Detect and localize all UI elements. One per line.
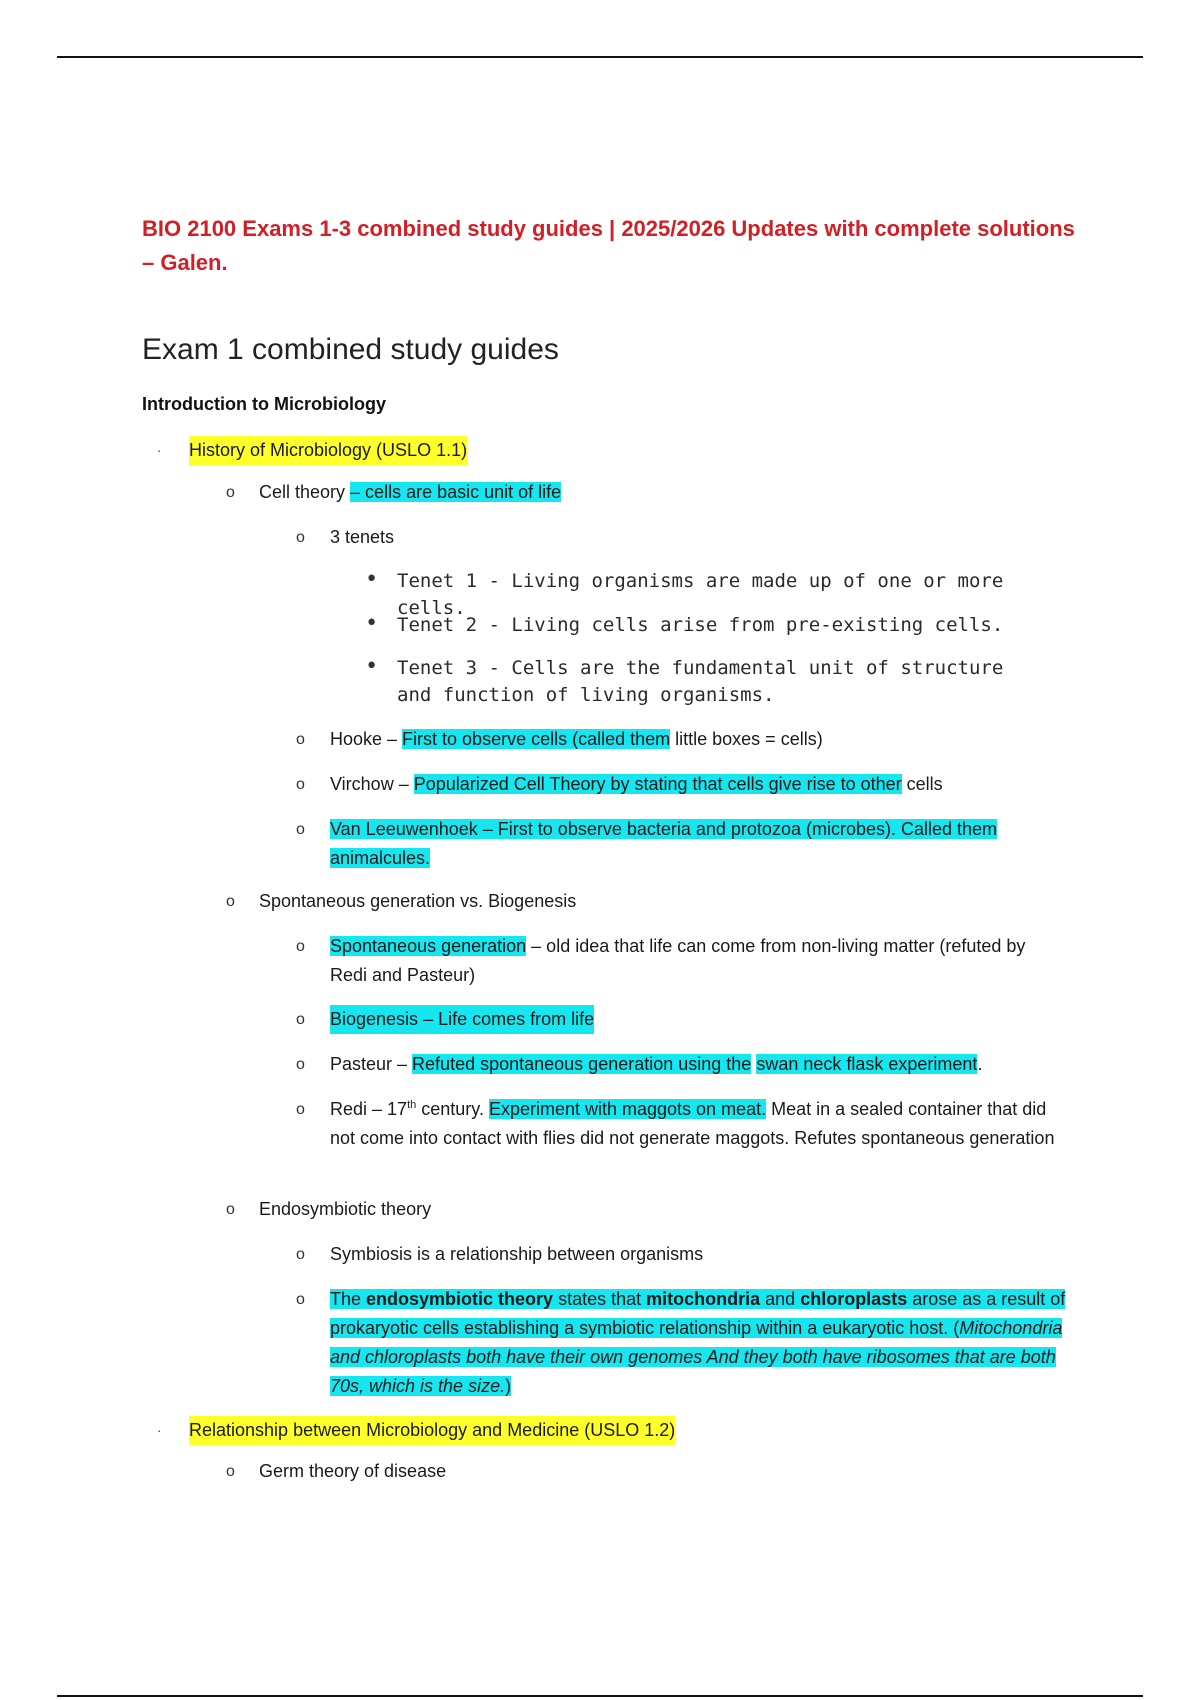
- virchow-rest: cells: [901, 774, 943, 794]
- pasteur-highlight-1: Refuted spontaneous generation using the: [412, 1054, 752, 1074]
- hooke-label: Hooke –: [330, 729, 403, 749]
- redi-rest: Meat in a sealed container that did not come into contact with flies did not generate maggots. Refutes spontaneous generation: [330, 1099, 1055, 1148]
- bullet-circle: o: [226, 893, 235, 910]
- bullet-dot: ·: [157, 443, 162, 458]
- endo-term: endosymbiotic theory: [366, 1289, 554, 1309]
- medicine-heading: Relationship between Microbiology and Medicine (USLO 1.2): [189, 1416, 675, 1445]
- sg-term: Spontaneous generation: [330, 936, 527, 956]
- bullet-circle: o: [296, 1291, 305, 1308]
- virchow-highlight: Popularized Cell Theory by stating that cells give rise to other: [413, 774, 902, 794]
- bullet-circle: o: [226, 1201, 235, 1218]
- bullet-circle: o: [226, 484, 235, 501]
- tenet-item-2: [365, 612, 1065, 639]
- bullet-circle: o: [296, 1011, 305, 1028]
- symbiosis-text: Symbiosis is a relationship between organisms: [330, 1244, 704, 1264]
- redi-mid: century.: [416, 1099, 489, 1119]
- bullet-circle: o: [296, 731, 305, 748]
- tenet-text: Tenet 3 - Cells are the fundamental unit of structure and function of living organisms.: [397, 657, 1004, 706]
- bullet-disc: •: [365, 567, 379, 592]
- cell-theory-definition: – cells are basic unit of life: [350, 482, 562, 502]
- endo-chloroplasts: chloroplasts: [800, 1289, 908, 1309]
- subheading: Introduction to Microbiology: [142, 394, 386, 414]
- bullet-circle: o: [296, 529, 305, 546]
- bullet-disc: •: [365, 611, 379, 636]
- biogenesis-term: Biogenesis: [330, 1009, 419, 1029]
- pasteur-end: .: [977, 1054, 983, 1074]
- bullet-circle: o: [296, 821, 305, 838]
- bullet-dot: ·: [157, 1423, 162, 1438]
- germ-theory-label: Germ theory of disease: [259, 1461, 447, 1481]
- endo-text-8: prokaryotic cells establishing a symbiotic relationship within a eukaryotic host. (: [330, 1318, 960, 1338]
- sg-definition: – old idea that life can come from non-living matter (refuted by Redi and Pasteur): [330, 936, 1026, 985]
- endo-mitochondria: mitochondria: [646, 1289, 761, 1309]
- tenet-text: Tenet 1 - Living organisms are made up of one or more cells.: [397, 570, 1004, 619]
- tenet-text: Tenet 2 - Living cells arise from pre-existing cells.: [397, 614, 1004, 636]
- endo-text-7: arose as a result of: [907, 1289, 1066, 1309]
- hooke-rest: little boxes = cells): [670, 729, 823, 749]
- bullet-circle: o: [296, 1246, 305, 1263]
- section-heading: Exam 1 combined study guides: [142, 333, 559, 366]
- cell-theory-label: Cell theory: [259, 482, 351, 502]
- leeuwenhoek-text: Van Leeuwenhoek – First to observe bacteria and protozoa (microbes). Called them animalcules.: [330, 819, 998, 868]
- virchow-label: Virchow –: [330, 774, 414, 794]
- endo-text-5: and: [760, 1289, 801, 1309]
- redi-label: Redi – 17: [330, 1099, 408, 1119]
- endo-text-1: The: [330, 1289, 367, 1309]
- bullet-circle: o: [226, 1463, 235, 1480]
- history-heading: History of Microbiology (USLO 1.1): [189, 436, 467, 465]
- tenets-label: 3 tenets: [330, 527, 395, 547]
- hooke-highlight: First to observe cells (called them: [402, 729, 671, 749]
- bullet-circle: o: [296, 1101, 305, 1118]
- biogenesis-definition: – Life comes from life: [418, 1009, 595, 1029]
- bullet-disc: •: [365, 654, 379, 679]
- document-title: BIO 2100 Exams 1-3 combined study guides | 2025/2026 Updates with complete solutions – Galen.: [142, 216, 1075, 275]
- endo-italic-note: Mitochondria and chloroplasts both have their own genomes And they both have ribosomes that are both 70s, which is the size.: [330, 1318, 1063, 1396]
- endosymbiotic-label: Endosymbiotic theory: [259, 1199, 432, 1219]
- redi-superscript: th: [407, 1099, 417, 1111]
- top-rule: [57, 56, 1143, 58]
- endo-text-10: ): [505, 1376, 512, 1396]
- redi-highlight: Experiment with maggots on meat.: [488, 1099, 767, 1119]
- bullet-circle: o: [296, 1056, 305, 1073]
- pasteur-highlight-2: swan neck flask experiment: [756, 1054, 978, 1074]
- spontaneous-label: Spontaneous generation vs. Biogenesis: [259, 891, 577, 911]
- endo-text-3: states that: [553, 1289, 647, 1309]
- bottom-rule: [57, 1695, 1143, 1697]
- pasteur-label: Pasteur –: [330, 1054, 413, 1074]
- tenet-item-3: [365, 655, 1005, 709]
- bullet-circle: o: [296, 938, 305, 955]
- bullet-circle: o: [296, 776, 305, 793]
